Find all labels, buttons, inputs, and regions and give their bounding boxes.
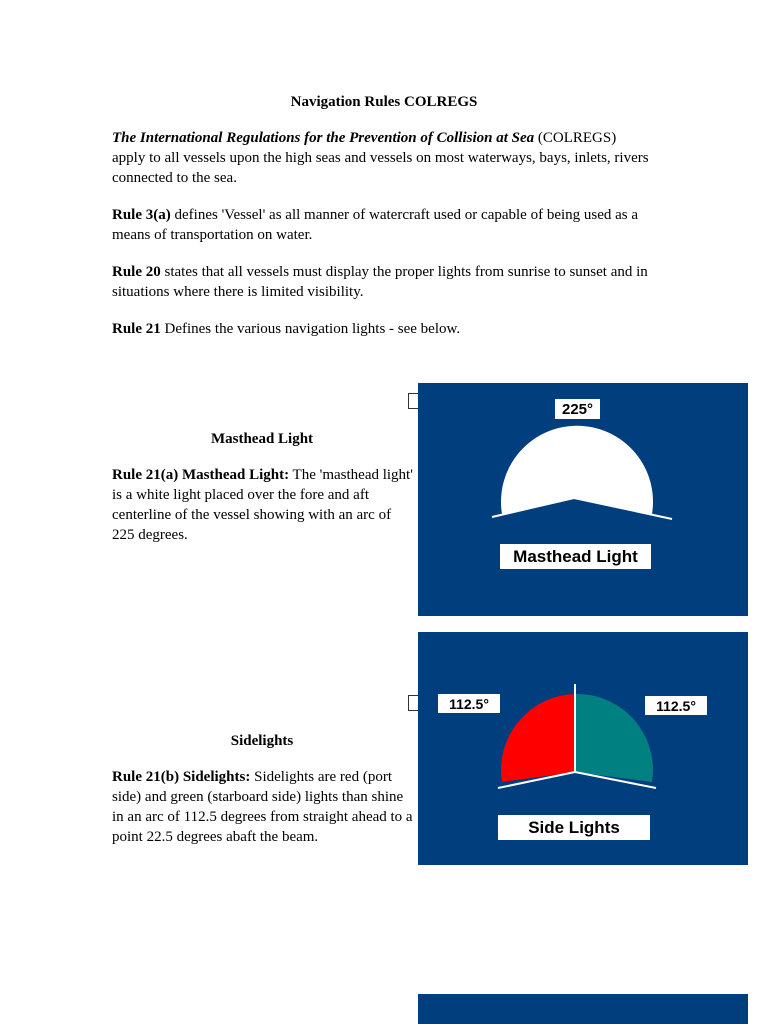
side-lights-diagram — [418, 632, 748, 865]
sidelights-diagram-caption: Side Lights — [528, 818, 620, 837]
sidelights-rule-paragraph — [112, 767, 417, 847]
rule-3a-paragraph — [112, 205, 652, 245]
rule-text: states that all vessels must display the proper lights from sunrise to sunset and in situations where there is limited visibility. — [112, 264, 648, 300]
masthead-diagram-caption: Masthead Light — [513, 547, 638, 566]
rule-text: defines 'Vessel' as all manner of watercraft used or capable of being used as a means of transportation on water. — [112, 207, 639, 243]
masthead-light-diagram — [418, 383, 748, 616]
intro-text: (COLREGS) apply to all vessels upon the high seas and vessels on most waterways, bays, inlets, rivers connected to the sea. — [112, 130, 649, 186]
masthead-arc-shape — [501, 426, 653, 514]
sidelights-heading: Sidelights — [230, 733, 294, 749]
port-angle-label: 112.5° — [449, 696, 489, 712]
intro-lead: The International Regulations for the Prevention of Collision at Sea — [112, 130, 535, 146]
rule-label: Rule 3(a) — [112, 207, 171, 223]
sidelights-rule-text: Sidelights are red (port side) and green (starboard side) lights than shine in an arc of 112.5 degrees from straight ahead to a point 22.5 degrees abaft the beam. — [112, 769, 413, 845]
rule-20-paragraph — [112, 262, 652, 302]
sidelights-rule-label: Rule 21(b) Sidelights: — [112, 769, 251, 785]
intro-paragraph — [112, 128, 652, 188]
rule-21-paragraph — [112, 319, 652, 339]
rule-text: Defines the various navigation lights - see below. — [160, 321, 461, 337]
masthead-rule-text: The 'masthead light' is a white light placed over the fore and aft centerline of the vessel showing with an arc of 225 degrees. — [112, 467, 413, 543]
rule-label: Rule 20 — [112, 264, 161, 280]
rule-label: Rule 21 — [112, 321, 161, 337]
masthead-rule-paragraph — [112, 465, 417, 545]
starboard-angle-label: 112.5° — [656, 698, 696, 714]
masthead-rule-label: Rule 21(a) Masthead Light: — [112, 467, 290, 483]
masthead-heading: Masthead Light — [210, 431, 314, 447]
port-red-sector — [501, 694, 575, 782]
next-light-diagram — [418, 994, 748, 1024]
starboard-green-sector — [575, 694, 653, 782]
page-title: Navigation Rules COLREGS — [290, 94, 478, 110]
masthead-angle-label: 225° — [561, 401, 594, 418]
